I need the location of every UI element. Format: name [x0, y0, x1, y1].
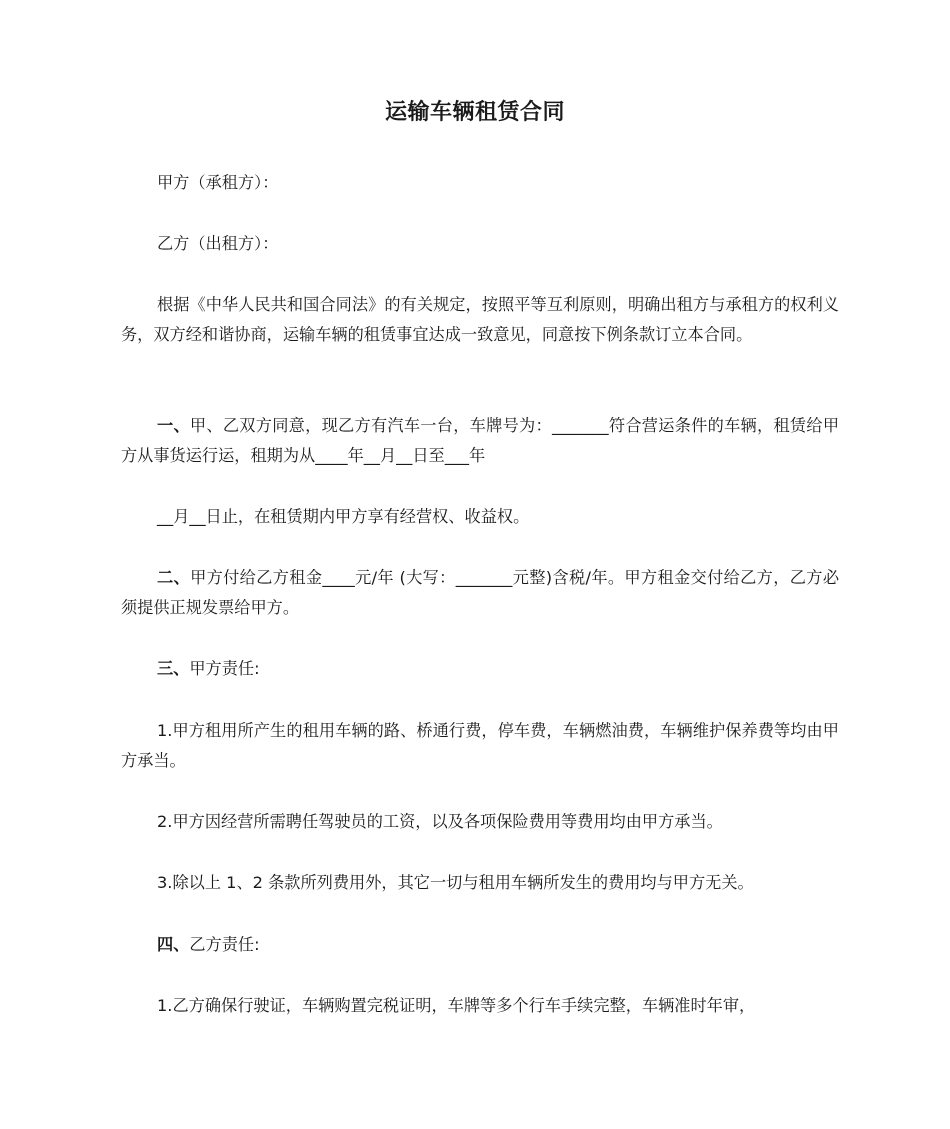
clause-2-text: 甲方付给乙方租金____元/年 (大写：_______元整)含税/年。甲方租金交付给乙方，乙方必须提供正规发票给甲方。 — [121, 568, 840, 617]
party-a-line: 甲方（承租方）： — [157, 173, 279, 192]
clause-4-item-1: 1.乙方确保行驶证，车辆购置完税证明，车牌等多个行车手续完整，车辆准时年审， — [157, 996, 756, 1015]
clause-2-number: 二、 — [157, 568, 191, 587]
clause-3-text: 甲方责任: — [189, 659, 260, 678]
clause-1-text: 甲、乙双方同意，现乙方有汽车一台，车牌号为：_______符合营运条件的车辆，租赁给甲方从事货运行运，租期为从____年__月__日至___年 — [121, 416, 840, 465]
clause-1-number: 一、 — [157, 416, 190, 435]
clause-3-number: 三、 — [157, 659, 190, 678]
document-title: 运输车辆租赁合同 — [384, 100, 565, 125]
clause-4-heading — [121, 930, 839, 960]
clause-1-continuation: __月__日止，在租赁期内甲方享有经营权、收益权。 — [157, 507, 530, 526]
clause-3-item-2: 2.甲方因经营所需聘任驾驶员的工资，以及各项保险费用等费用均由甲方承当。 — [157, 812, 723, 831]
clause-4-number: 四、 — [157, 935, 190, 954]
clause-1-paragraph — [121, 411, 839, 471]
preamble-paragraph: 根据《中华人民共和国合同法》的有关规定，按照平等互利原则，明确出租方与承租方的权利义务，双方经和谐协商，运输车辆的租赁事宜达成一致意见，同意按下例条款订立本合同。 — [121, 295, 839, 344]
clause-2-paragraph — [121, 563, 839, 623]
clause-3-item-1: 1.甲方租用所产生的租用车辆的路、桥通行费，停车费，车辆燃油费，车辆维护保养费等均由甲方承当。 — [121, 721, 839, 770]
clause-3-heading — [121, 654, 839, 684]
clause-3-item-3: 3.除以上 1、2 条款所列费用外，其它一切与租用车辆所发生的费用均与甲方无关。 — [157, 873, 754, 892]
clause-4-text: 乙方责任: — [189, 935, 260, 954]
party-b-line: 乙方（出租方）： — [157, 234, 279, 253]
